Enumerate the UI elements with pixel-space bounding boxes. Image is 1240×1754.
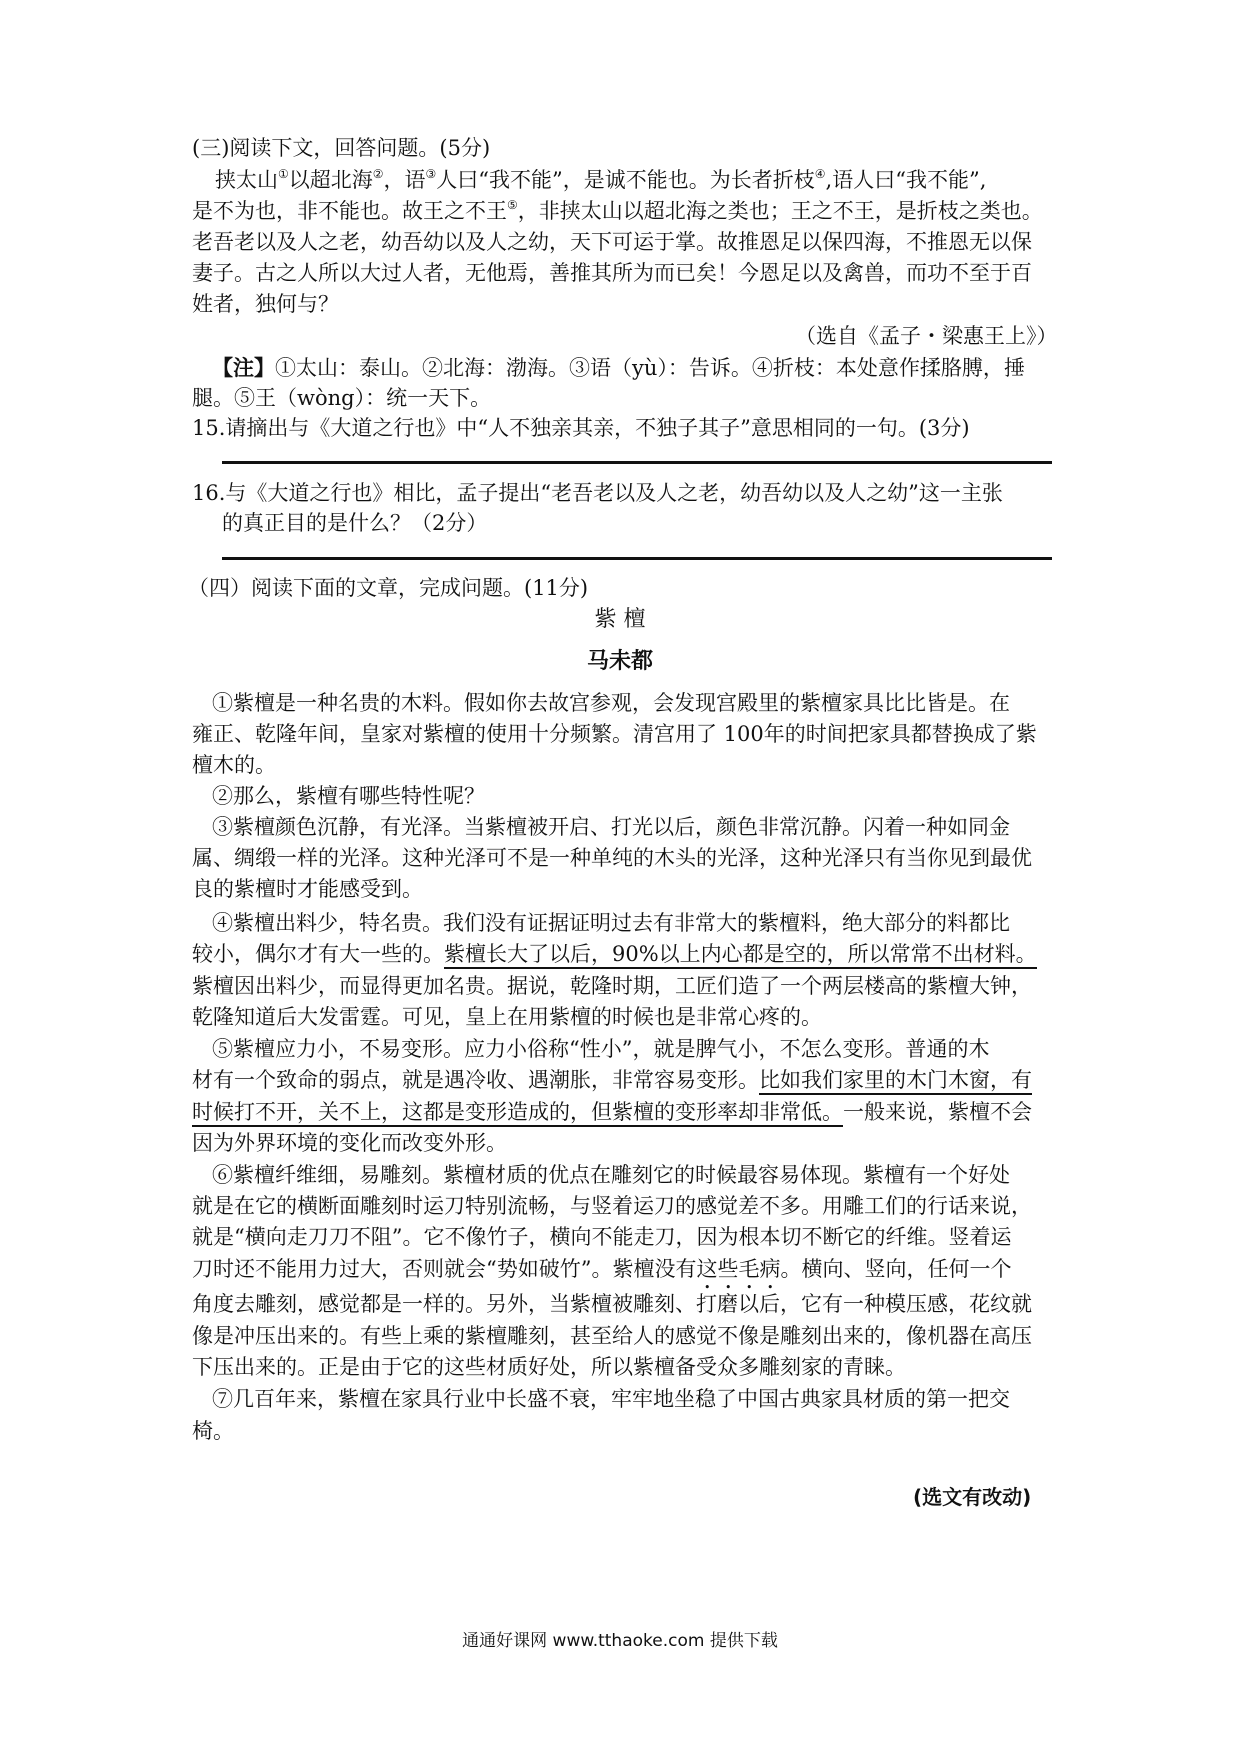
section3-heading: (三)阅读下文，回答问题。(5分)	[192, 136, 491, 160]
underlined-sentence-2a: 比如我们家里的木门木窗，有	[759, 1068, 1032, 1095]
paragraph-6-line-6: 像是冲压出来的。有些上乘的紫檀雕刻，甚至给人的感觉不像是雕刻出来的，像机器在高压	[192, 1324, 1032, 1348]
paragraph-1-line-1: ①紫檀是一种名贵的木料。假如你去故宫参观，会发现宫殿里的紫檀家具比比皆是。在	[212, 691, 1010, 715]
paragraph-6-line-2: 就是在它的横断面雕刻时运刀特别流畅，与竖着运刀的感觉差不多。用雕工们的行话来说，	[192, 1194, 1032, 1218]
paragraph-4-line-2: 较小，偶尔才有大一些的。紫檀长大了以后，90%以上内心都是空的，所以常常不出材料。	[192, 939, 1037, 969]
paragraph-5-line-3: 时候打不开，关不上，这都是变形造成的，但紫檀的变形率却非常低。一般来说，紫檀不会	[192, 1097, 1032, 1127]
paragraph-3-line-2: 属、绸缎一样的光泽。这种光泽可不是一种单纯的木头的光泽，这种光泽只有当你见到最优	[192, 846, 1032, 870]
classical-text-line-1: 挟太山①以超北海②，语③人曰“我不能”，是诚不能也。为长者折枝④,语人曰“我不能”,	[215, 167, 987, 192]
paragraph-2: ②那么，紫檀有哪些特性呢？	[212, 784, 485, 808]
article-title: 紫 檀	[594, 607, 646, 632]
section4-heading: （四）阅读下面的文章，完成问题。(11分)	[188, 576, 589, 600]
question-16-line-1: 16.与《大道之行也》相比，孟子提出“老吾老以及人之老，幼吾幼以及人之幼”这一主张	[192, 481, 1003, 505]
paragraph-6-line-4: 刀时还不能用力过大，否则就会“势如破竹”。紫檀没有这些毛病。横向、竖向，任何一个	[192, 1257, 1012, 1281]
paragraph-4-line-4: 乾隆知道后大发雷霆。可见，皇上在用紫檀的时候也是非常心疼的。	[192, 1005, 822, 1029]
paragraph-5-line-2: 材有一个致命的弱点，就是遇冷收、遇潮胀，非常容易变形。比如我们家里的木门木窗，有	[192, 1065, 1032, 1095]
page-footer: 通通好课网 www.tthaoke.com 提供下载	[462, 1631, 778, 1651]
classical-text-line-4: 妻子。古之人所以大过人者，无他焉，善推其所为而已矣！今恩足以及禽兽，而功不至于百	[192, 261, 1032, 285]
paragraph-1-line-2: 雍正、乾隆年间，皇家对紫檀的使用十分频繁。清宫用了 100年的时间把家具都替换成了紫	[192, 722, 1037, 746]
answer-line-15[interactable]	[222, 461, 1052, 464]
paragraph-6-line-5: 角度去雕刻，感觉都是一样的。另外，当紫檀被雕刻、打磨以后，它有一种模压感，花纹就	[192, 1292, 1032, 1316]
article-author: 马未都	[586, 649, 653, 674]
paragraph-6-line-3: 就是“横向走刀刀不阻”。它不像竹子，横向不能走刀，因为根本切不断它的纤维。竖着运	[192, 1225, 1012, 1249]
paragraph-4-line-3: 紫檀因出料少，而显得更加名贵。据说，乾隆时期，工匠们造了一个两层楼高的紫檀大钟，	[192, 974, 1032, 998]
paragraph-3-line-3: 良的紫檀时才能感受到。	[192, 877, 423, 901]
dotted-phrase: 这些毛病	[696, 1257, 781, 1281]
classical-text-line-2: 是不为也，非不能也。故王之不王⑤，非挟太山以超北海之类也；王之不王，是折枝之类也。	[192, 198, 1043, 223]
paragraph-1-line-3: 檀木的。	[192, 753, 276, 777]
question-15: 15.请摘出与《大道之行也》中“人不独亲其亲，不独子其子”意思相同的一句。(3分)	[192, 416, 970, 440]
paragraph-6-line-1: ⑥紫檀纤维细，易雕刻。紫檀材质的优点在雕刻它的时候最容易体现。紫檀有一个好处	[212, 1163, 1010, 1187]
paragraph-7-line-1: ⑦几百年来，紫檀在家具行业中长盛不衰，牢牢地坐稳了中国古典家具材质的第一把交	[212, 1387, 1010, 1411]
article-source: (选文有改动)	[913, 1485, 1032, 1509]
paragraph-5-line-1: ⑤紫檀应力小，不易变形。应力小俗称“性小”，就是脾气小，不怎么变形。普通的木	[212, 1037, 990, 1061]
annotation-line-1: 【注】①太山：泰山。②北海：渤海。③语（yù）：告诉。④折枝：本处意作揉胳膊，捶	[212, 355, 1025, 380]
classical-text-line-3: 老吾老以及人之老，幼吾幼以及人之幼，天下可运于掌。故推恩足以保四海，不推恩无以保	[192, 230, 1032, 254]
paragraph-7-line-2: 椅。	[192, 1419, 234, 1443]
paragraph-5-line-4: 因为外界环境的变化而改变外形。	[192, 1131, 507, 1155]
underlined-sentence-2b: 时候打不开，关不上，这都是变形造成的，但紫檀的变形率却非常低。	[192, 1100, 843, 1127]
classical-source: （选自《孟子・梁惠王上》）	[795, 324, 1058, 348]
paragraph-6-line-7: 下压出来的。正是由于它的这些材质好处，所以紫檀备受众多雕刻家的青睐。	[192, 1355, 906, 1379]
paragraph-4-line-1: ④紫檀出料少，特名贵。我们没有证据证明过去有非常大的紫檀料，绝大部分的料都比	[212, 911, 1010, 935]
annotation-line-2: 腿。⑤王（wòng）：统一天下。	[192, 386, 492, 410]
answer-line-16[interactable]	[222, 557, 1052, 560]
underlined-sentence-1: 紫檀长大了以后，90%以上内心都是空的，所以常常不出材料。	[444, 942, 1037, 969]
classical-text-line-5: 姓者，独何与？	[192, 292, 339, 316]
paragraph-3-line-1: ③紫檀颜色沉静，有光泽。当紫檀被开启、打光以后，颜色非常沉静。闪着一种如同金	[212, 815, 1010, 839]
question-16-line-2: 的真正目的是什么？（2分）	[222, 511, 488, 535]
